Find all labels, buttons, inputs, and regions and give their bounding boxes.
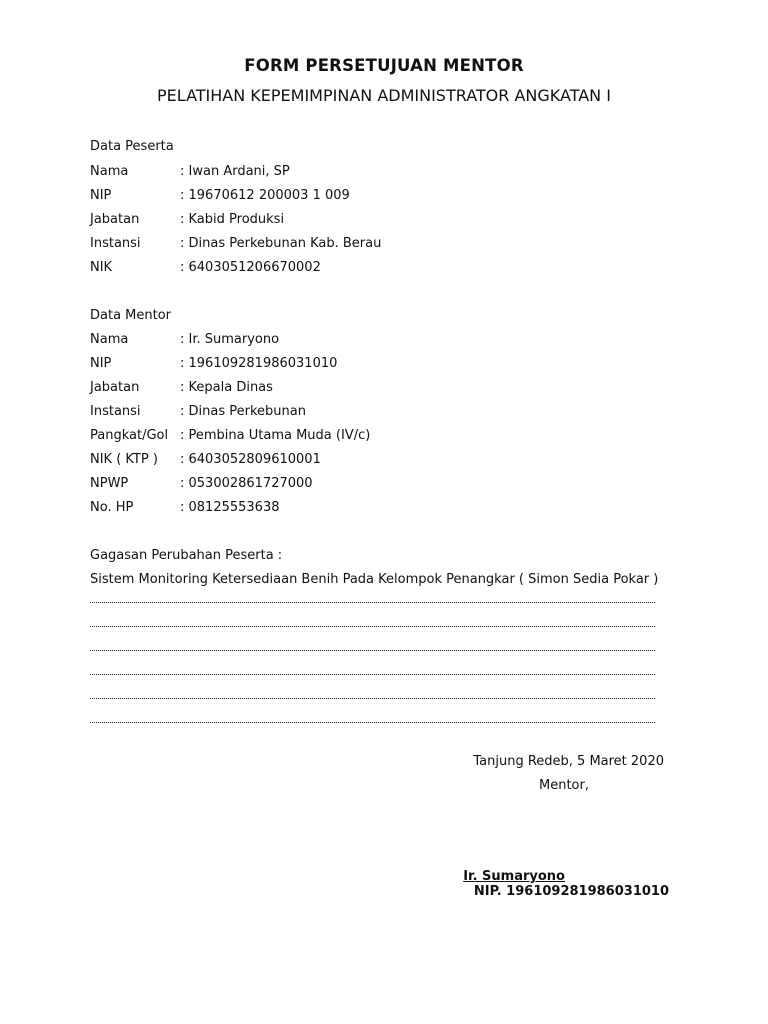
field-value: : 196109281986031010 bbox=[180, 356, 337, 371]
field-label: Jabatan bbox=[90, 212, 140, 227]
field-value: : 08125553638 bbox=[180, 500, 280, 515]
form-title: FORM PERSETUJUAN MENTOR bbox=[244, 56, 524, 75]
field-label: Instansi bbox=[90, 404, 141, 419]
field-value: : 053002861727000 bbox=[180, 476, 313, 491]
field-label: Instansi bbox=[90, 236, 141, 251]
field-label: NPWP bbox=[90, 476, 129, 491]
field-label: NIK bbox=[90, 260, 113, 275]
signature-nip: NIP. 196109281986031010 bbox=[473, 884, 669, 899]
field-value: : 6403051206670002 bbox=[180, 260, 321, 275]
field-value: : Ir. Sumaryono bbox=[180, 332, 279, 347]
field-label: NIP bbox=[90, 356, 112, 371]
signature-role: Mentor, bbox=[539, 778, 589, 793]
dotted-line bbox=[90, 600, 655, 603]
field-label: Jabatan bbox=[90, 380, 140, 395]
field-value: : Pembina Utama Muda (IV/c) bbox=[180, 428, 370, 443]
field-label: NIK ( KTP ) bbox=[90, 452, 158, 467]
dotted-line bbox=[90, 648, 655, 651]
field-value: : Kabid Produksi bbox=[180, 212, 284, 227]
dotted-line bbox=[90, 720, 655, 723]
gagasan-heading: Gagasan Perubahan Peserta : bbox=[90, 548, 283, 563]
field-value: : Kepala Dinas bbox=[180, 380, 273, 395]
dotted-line bbox=[90, 624, 655, 627]
field-label: NIP bbox=[90, 188, 112, 203]
field-label: Nama bbox=[90, 332, 129, 347]
signature-name: Ir. Sumaryono bbox=[463, 869, 565, 884]
field-value: : Iwan Ardani, SP bbox=[180, 164, 290, 179]
mentor-heading: Data Mentor bbox=[90, 308, 172, 323]
field-value: : Dinas Perkebunan Kab. Berau bbox=[180, 236, 381, 251]
dotted-line bbox=[90, 696, 655, 699]
place-date: Tanjung Redeb, 5 Maret 2020 bbox=[473, 754, 664, 769]
dotted-line bbox=[90, 672, 655, 675]
peserta-heading: Data Peserta bbox=[90, 139, 174, 154]
field-label: No. HP bbox=[90, 500, 134, 515]
form-subtitle: PELATIHAN KEPEMIMPINAN ADMINISTRATOR ANGKATAN I bbox=[157, 86, 611, 105]
field-label: Nama bbox=[90, 164, 129, 179]
gagasan-text: Sistem Monitoring Ketersediaan Benih Pada Kelompok Penangkar ( Simon Sedia Pokar ) bbox=[90, 572, 659, 587]
field-value: : 19670612 200003 1 009 bbox=[180, 188, 350, 203]
field-value: : Dinas Perkebunan bbox=[180, 404, 306, 419]
field-label: Pangkat/Gol bbox=[90, 428, 169, 443]
field-value: : 6403052809610001 bbox=[180, 452, 321, 467]
